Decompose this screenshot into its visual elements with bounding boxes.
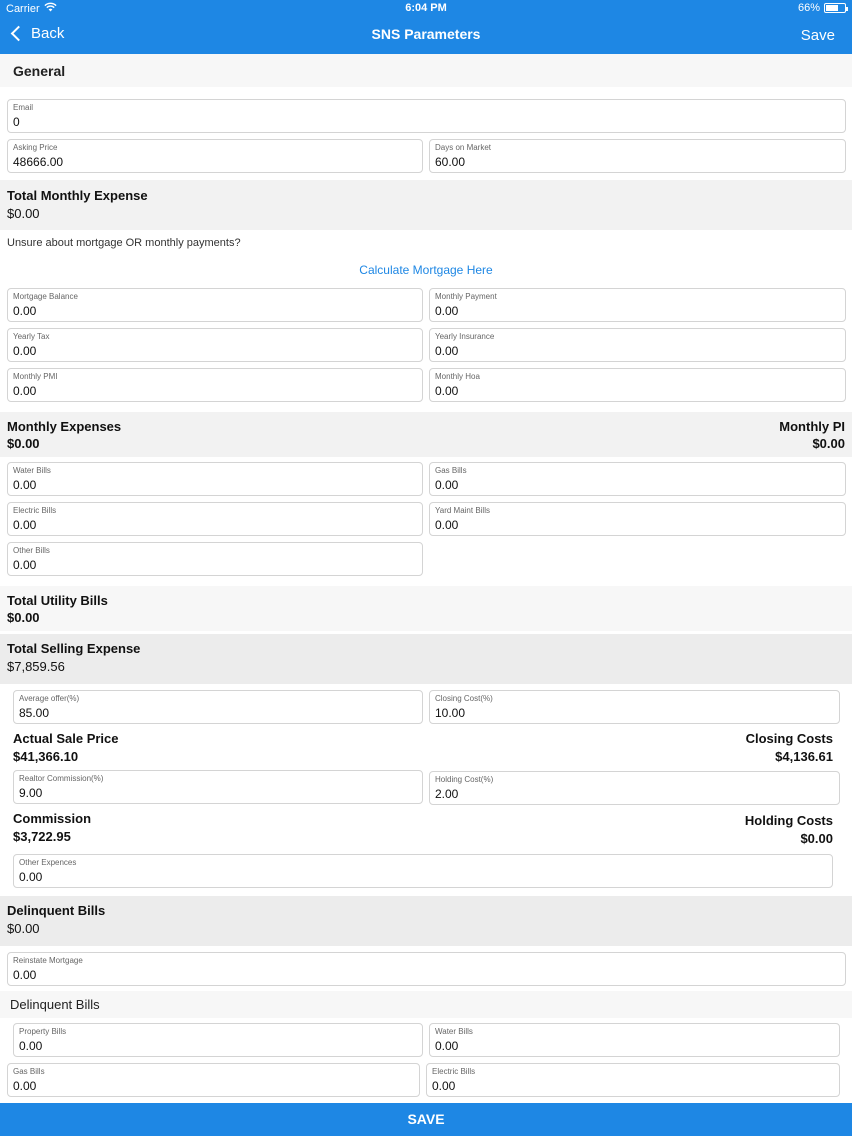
monthly-pmi-label: Monthly PMI	[13, 372, 58, 381]
reinstate-mortgage-value: 0.00	[13, 968, 37, 982]
back-label: Back	[31, 25, 65, 42]
electric-bills-field[interactable]	[7, 502, 423, 536]
yearly-insurance-value: 0.00	[435, 344, 459, 358]
commission-title: Commission	[13, 811, 92, 826]
asking-price-label: Asking Price	[13, 143, 58, 152]
closing-costs-title: Closing Costs	[745, 731, 833, 746]
save-button[interactable]: SAVE	[0, 1103, 852, 1136]
total-monthly-expense-section	[0, 180, 852, 230]
average-offer-label: Average offer(%)	[19, 694, 80, 703]
status-time: 6:04 PM	[405, 2, 447, 14]
general-header	[0, 54, 852, 87]
monthly-hoa-label: Monthly Hoa	[435, 372, 480, 381]
delinquent-gas-bills-field[interactable]	[7, 1063, 420, 1097]
gas-bills-field[interactable]	[429, 462, 846, 496]
yard-maint-bills-field[interactable]	[429, 502, 846, 536]
other-expences-label: Other Expences	[19, 858, 77, 867]
delinquent-sub-title: Delinquent Bills	[10, 997, 100, 1012]
closing-costs-value: $4,136.61	[775, 749, 833, 764]
realtor-commission-label: Realtor Commission(%)	[19, 774, 104, 783]
electric-bills-label: Electric Bills	[13, 506, 57, 515]
holding-cost-label: Holding Cost(%)	[435, 775, 494, 784]
mortgage-balance-value: 0.00	[13, 304, 37, 318]
delinquent-electric-bills-value: 0.00	[432, 1079, 456, 1093]
delinquent-electric-bills-field[interactable]	[426, 1063, 840, 1097]
property-bills-field[interactable]	[13, 1023, 423, 1057]
total-monthly-expense-value: $0.00	[7, 206, 40, 221]
delinquent-bills-section	[0, 896, 852, 946]
monthly-pi-value: $0.00	[812, 436, 845, 451]
property-bills-value: 0.00	[19, 1039, 43, 1053]
page-title: SNS Parameters	[371, 26, 481, 42]
total-selling-section	[0, 634, 852, 684]
battery-percent: 66%	[797, 2, 820, 14]
monthly-hoa-field[interactable]	[429, 368, 846, 402]
water-bills-field[interactable]	[7, 462, 423, 496]
asking-price-value: 48666.00	[13, 155, 64, 169]
battery-info	[798, 2, 846, 14]
back-button[interactable]	[10, 25, 64, 42]
monthly-payment-value: 0.00	[435, 304, 459, 318]
monthly-expenses-section	[0, 412, 852, 457]
asking-price-field[interactable]	[7, 139, 423, 173]
battery-icon	[824, 3, 846, 13]
closing-cost-label: Closing Cost(%)	[435, 694, 493, 703]
yearly-insurance-label: Yearly Insurance	[435, 332, 495, 341]
other-bills-value: 0.00	[13, 558, 37, 572]
property-bills-label: Property Bills	[19, 1027, 67, 1036]
realtor-commission-value: 9.00	[19, 786, 43, 800]
yard-maint-bills-label: Yard Maint Bills	[435, 506, 490, 515]
total-utility-value: $0.00	[7, 610, 40, 625]
battery-level	[826, 5, 838, 11]
holding-costs-value: $0.00	[800, 831, 833, 846]
navigation-bar	[0, 0, 852, 54]
delinquent-electric-bills-label: Electric Bills	[432, 1067, 476, 1076]
other-bills-label: Other Bills	[13, 546, 50, 555]
days-on-market-value: 60.00	[435, 155, 466, 169]
email-label: Email	[13, 103, 34, 112]
calculate-mortgage-link[interactable]: Calculate Mortgage Here	[359, 263, 493, 277]
total-selling-title: Total Selling Expense	[7, 641, 141, 656]
monthly-payment-field[interactable]	[429, 288, 846, 322]
days-on-market-label: Days on Market	[435, 143, 492, 152]
nav-save-button[interactable]: Save	[800, 27, 835, 44]
delinquent-water-bills-field[interactable]	[429, 1023, 840, 1057]
gas-bills-value: 0.00	[435, 478, 459, 492]
total-monthly-expense-title: Total Monthly Expense	[7, 188, 148, 203]
delinquent-subheader	[0, 991, 852, 1018]
delinquent-bills-title: Delinquent Bills	[7, 903, 106, 918]
holding-costs-title: Holding Costs	[744, 813, 833, 828]
chevron-left-icon	[11, 26, 27, 42]
monthly-payment-label: Monthly Payment	[435, 292, 497, 301]
reinstate-mortgage-label: Reinstate Mortgage	[13, 956, 83, 965]
actual-sale-price-value: $41,366.10	[13, 749, 79, 764]
water-bills-label: Water Bills	[13, 466, 51, 475]
monthly-pi-title: Monthly PI	[779, 419, 845, 434]
yearly-tax-label: Yearly Tax	[13, 332, 50, 341]
closing-cost-value: 10.00	[435, 706, 466, 720]
yearly-tax-field[interactable]	[7, 328, 423, 362]
average-offer-field[interactable]	[13, 690, 423, 724]
mortgage-hint-text: Unsure about mortgage OR monthly payments?	[7, 237, 241, 249]
status-bar	[0, 0, 852, 17]
holding-cost-value: 2.00	[435, 787, 459, 801]
delinquent-water-bills-value: 0.00	[435, 1039, 459, 1053]
mortgage-balance-label: Mortgage Balance	[13, 292, 78, 301]
delinquent-gas-bills-label: Gas Bills	[13, 1067, 45, 1076]
monthly-pmi-value: 0.00	[13, 384, 37, 398]
delinquent-gas-bills-value: 0.00	[13, 1079, 37, 1093]
monthly-expenses-title: Monthly Expenses	[7, 419, 122, 434]
commission-value: $3,722.95	[13, 829, 71, 844]
electric-bills-value: 0.00	[13, 518, 37, 532]
closing-cost-field[interactable]	[429, 690, 840, 724]
water-bills-value: 0.00	[13, 478, 37, 492]
average-offer-value: 85.00	[19, 706, 50, 720]
carrier-label: Carrier	[6, 2, 40, 15]
email-field[interactable]	[7, 99, 846, 133]
total-utility-section	[0, 586, 852, 631]
other-bills-field[interactable]	[7, 542, 423, 576]
gas-bills-label: Gas Bills	[435, 466, 467, 475]
other-expences-value: 0.00	[19, 870, 43, 884]
yard-maint-bills-value: 0.00	[435, 518, 459, 532]
delinquent-bills-value: $0.00	[7, 921, 40, 936]
total-selling-value: $7,859.56	[7, 659, 65, 674]
actual-sale-price-title: Actual Sale Price	[13, 731, 119, 746]
reinstate-mortgage-field[interactable]	[7, 952, 846, 986]
general-title: General	[13, 63, 66, 79]
monthly-expenses-value: $0.00	[7, 436, 40, 451]
delinquent-water-bills-label: Water Bills	[435, 1027, 473, 1036]
email-value: 0	[13, 115, 20, 129]
yearly-tax-value: 0.00	[13, 344, 37, 358]
mortgage-balance-field[interactable]	[7, 288, 423, 322]
holding-cost-field[interactable]	[429, 771, 840, 805]
total-utility-title: Total Utility Bills	[7, 593, 108, 608]
monthly-hoa-value: 0.00	[435, 384, 459, 398]
yearly-insurance-field[interactable]	[429, 328, 846, 362]
realtor-commission-field[interactable]	[13, 770, 423, 804]
monthly-pmi-field[interactable]	[7, 368, 423, 402]
days-on-market-field[interactable]	[429, 139, 846, 173]
other-expences-field[interactable]	[13, 854, 833, 888]
